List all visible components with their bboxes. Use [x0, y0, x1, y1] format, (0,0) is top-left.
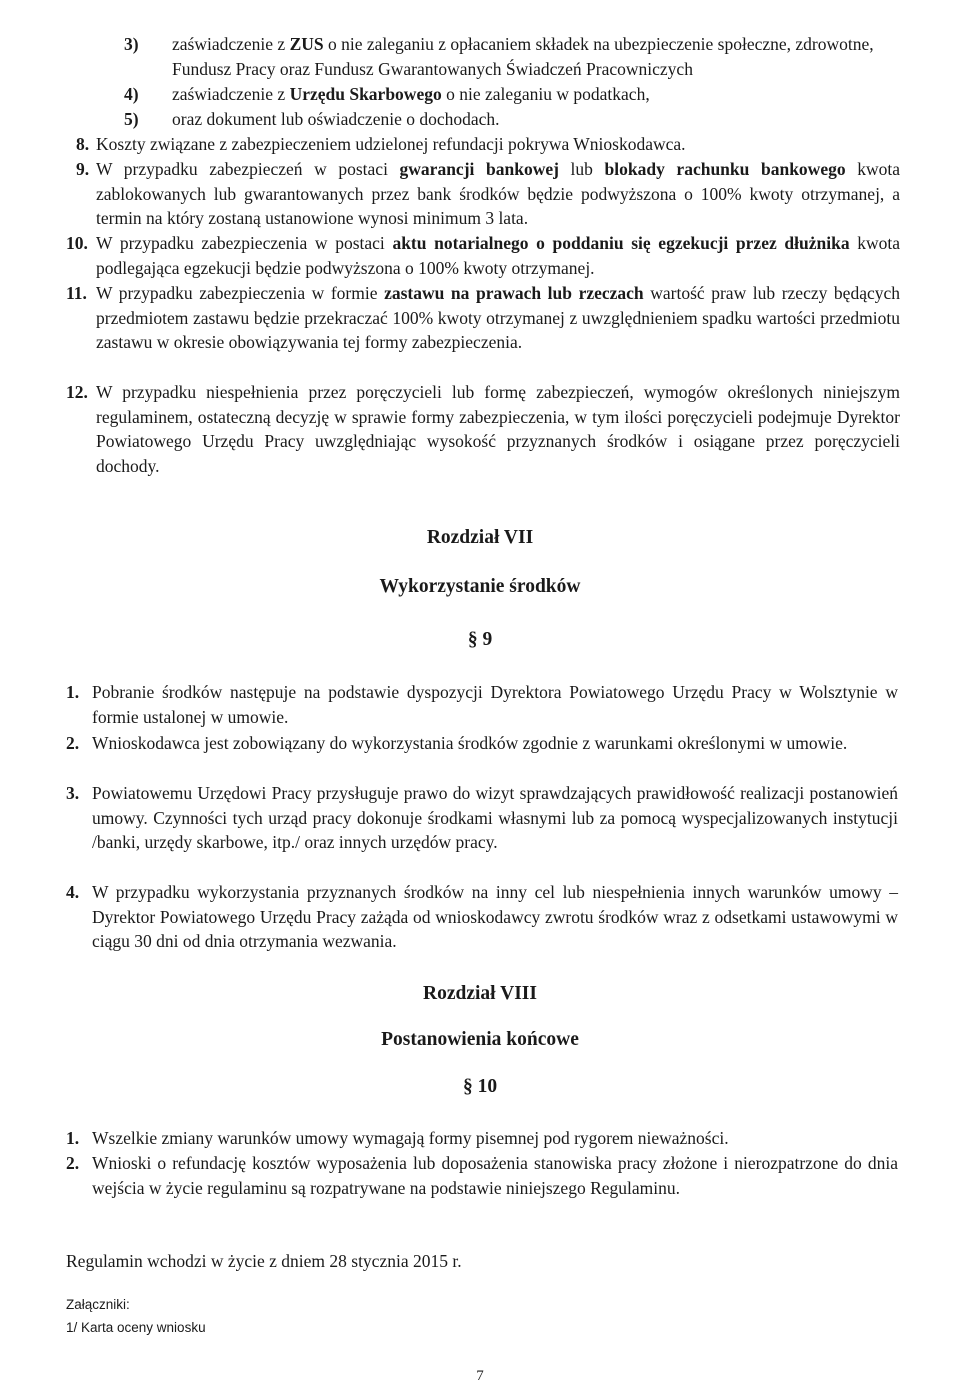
point-number: 11. [66, 283, 87, 303]
chapter-title: Wykorzystanie środków [379, 576, 581, 597]
point-11 [96, 281, 900, 355]
point-number: 9. [76, 159, 90, 179]
item-number: 1. [66, 682, 80, 702]
list-item-text: zaświadczenie z ZUS o nie zaleganiu z opłacaniem składek na ubezpieczenie społeczne, zdrowotne, Fundusz Pracy oraz Fundusz Gwarantowanych Świadczeń Pracowniczych [172, 34, 874, 79]
list-item-text: Wszelkie zmiany warunków umowy wymagają formy pisemnej pod rygorem nieważności. [92, 1128, 729, 1148]
chapter-heading: Rozdział VIII [423, 983, 537, 1004]
list-item [92, 680, 898, 729]
paragraph-sign: § 9 [467, 629, 493, 650]
list-item [92, 1126, 898, 1151]
list-number: 5) [124, 109, 139, 129]
list-item [92, 1151, 898, 1200]
point-8 [96, 132, 900, 157]
list-item [172, 82, 900, 107]
list-item [92, 731, 898, 756]
item-number: 1. [66, 1128, 80, 1148]
point-number: 12. [66, 382, 88, 402]
point-text: W przypadku zabezpieczenia w formie zastawu na prawach lub rzeczach wartość praw lub rzeczy będących przedmiotem zastawu będzie przekraczać 100% kwoty otrzymanej z uwzględnieniem spadku wartości przedmiotu zastawu w okresie obowiązywania tej formy zabezpieczenia. [96, 283, 901, 352]
list-item [172, 32, 900, 81]
point-text: Koszty związane z zabezpieczeniem udzielonej refundacji pokrywa Wnioskodawca. [96, 134, 686, 154]
list-item [92, 781, 898, 855]
point-number: 10. [66, 233, 88, 253]
list-item-text: Wnioski o refundację kosztów wyposażenia lub doposażenia stanowiska pracy złożone i nierozpatrzone do dnia wejścia w życie regulaminu są rozpatrywane na podstawie niniejszego Regulaminu. [92, 1153, 898, 1198]
item-number: 4. [66, 882, 80, 902]
list-item-text: W przypadku wykorzystania przyznanych środków na inny cel lub niespełnienia innych warunków umowy – Dyrektor Powiatowego Urzędu Pracy zażąda od wnioskodawcy zwrotu środków wraz z odsetkami ustawowymi w ciągu 30 dni od dnia otrzymania wezwania. [92, 882, 898, 951]
list-item-text: Pobranie środków następuje na podstawie dyspozycji Dyrektora Powiatowego Urzędu Pracy w Wolsztynie w formie ustalonej w umowie. [92, 682, 898, 727]
list-number: 4) [124, 84, 139, 104]
list-item-text: Powiatowemu Urzędowi Pracy przysługuje prawo do wizyt sprawdzających prawidłowość realizacji postanowień umowy. Czynności tych urząd pracy dokonuje środkami własnymi lub za pomocą wyspecjalizowanych instytucji /banki, urzędy skarbowe, itp./ oraz innych urzędów pracy. [92, 783, 898, 852]
list-item-text: zaświadczenie z Urzędu Skarbowego o nie zaleganiu w podatkach, [172, 84, 650, 104]
point-text: W przypadku niespełnienia przez poręczycieli lub formę zabezpieczeń, wymogów określonych niniejszym regulaminem, ostateczną decyzję w sprawie formy zabezpieczenia, w tym ilości poręczycieli podejmuje Dyrektor Powiatowego Urzędu Pracy uwzględniając wysokość przyznanych środków i osiągane przez poręczycieli dochody. [96, 382, 900, 476]
point-number: 8. [76, 134, 90, 154]
list-item-text: Wnioskodawca jest zobowiązany do wykorzystania środków zgodnie z warunkami określonymi w umowie. [92, 733, 848, 753]
list-number: 3) [124, 34, 139, 54]
chapter-heading: Rozdział VII [426, 527, 534, 548]
page-number: 7 [476, 1368, 484, 1384]
list-item [92, 880, 898, 954]
chapter-title: Postanowienia końcowe [381, 1029, 579, 1050]
point-12 [96, 380, 900, 478]
paragraph-sign: § 10 [462, 1076, 498, 1097]
attachments-label: Załączniki: [66, 1297, 130, 1312]
list-item-text: oraz dokument lub oświadczenie o dochodach. [172, 109, 500, 129]
item-number: 2. [66, 733, 80, 753]
attachment-item: 1/ Karta oceny wniosku [66, 1320, 206, 1335]
item-number: 3. [66, 783, 80, 803]
item-number: 2. [66, 1153, 80, 1173]
point-text: W przypadku zabezpieczenia w postaci aktu notarialnego o poddaniu się egzekucji przez dłużnika kwota podlegająca egzekucji będzie podwyższona o 100% kwoty otrzymanej. [96, 233, 901, 278]
point-9 [96, 157, 900, 231]
closing-statement: Regulamin wchodzi w życie z dniem 28 stycznia 2015 r. [66, 1251, 462, 1271]
list-item [172, 107, 900, 132]
point-10 [96, 231, 900, 280]
point-text: W przypadku zabezpieczeń w postaci gwarancji bankowej lub blokady rachunku bankowego kwota zablokowanych lub gwarantowanych przez bank środków będzie podwyższona o 100% kwoty otrzymanej, a termin na który zostaną ustanowione wynosi minimum 3 lata. [96, 159, 900, 228]
